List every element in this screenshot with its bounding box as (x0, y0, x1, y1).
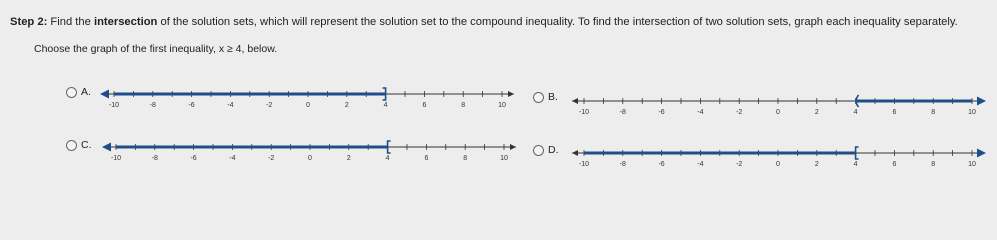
shade-arrow-right-icon (977, 97, 986, 106)
tick-label: -8 (619, 161, 626, 168)
axis-arrow-left-icon (572, 150, 578, 156)
tick-label: 8 (463, 155, 468, 162)
number-line-svg (568, 147, 988, 171)
tick-label: 0 (308, 155, 312, 162)
axis-arrow-right-icon (508, 91, 514, 97)
tick-label: 4 (853, 109, 858, 116)
tick-label: 10 (968, 109, 976, 116)
tick-label: -2 (266, 102, 273, 109)
tick-label: 2 (346, 155, 351, 162)
shade-arrow-right-icon (977, 149, 986, 158)
tick-label: -4 (227, 102, 234, 109)
step-label: Step 2: (10, 16, 48, 28)
step-bold-word: intersection (93, 16, 158, 28)
number-line-svg (100, 141, 520, 165)
radio-button-b[interactable] (533, 92, 544, 103)
tick-label: -8 (149, 102, 156, 109)
tick-label: -6 (188, 102, 195, 109)
tick-label: 6 (892, 109, 897, 116)
tick-label: -10 (110, 155, 122, 162)
tick-label: -4 (229, 155, 236, 162)
tick-label: -6 (658, 109, 665, 116)
tick-label: -10 (578, 109, 590, 116)
tick-label: 10 (500, 155, 508, 162)
option-d[interactable] (533, 144, 559, 156)
tick-label: 10 (498, 102, 506, 109)
tick-label: 2 (344, 102, 349, 109)
tick-label: -8 (151, 155, 158, 162)
number-line-a (98, 88, 518, 112)
tick-label: -6 (190, 155, 197, 162)
radio-button-a[interactable] (66, 87, 77, 98)
axis-arrow-left-icon (572, 98, 578, 104)
tick-label: 6 (424, 155, 429, 162)
option-c-label: C. (81, 139, 92, 151)
tick-label: 6 (892, 161, 897, 168)
tick-label: 0 (776, 161, 780, 168)
question-prompt: Choose the graph of the first inequality, x ≥ 4, below. (34, 43, 278, 55)
tick-label: 0 (306, 102, 310, 109)
number-line-svg (568, 95, 988, 119)
tick-label: 4 (853, 161, 858, 168)
axis-arrow-right-icon (510, 144, 516, 150)
option-a[interactable] (66, 86, 91, 98)
tick-label: -4 (697, 161, 704, 168)
step-instructions (10, 15, 990, 29)
tick-label: 4 (385, 155, 390, 162)
tick-label: 10 (968, 161, 976, 168)
option-a-label: A. (81, 86, 91, 98)
tick-label: -2 (736, 109, 743, 116)
tick-label: 2 (814, 161, 819, 168)
radio-button-d[interactable] (533, 145, 544, 156)
number-line-c (100, 141, 520, 165)
tick-label: 0 (776, 109, 780, 116)
tick-label: 8 (931, 161, 936, 168)
tick-label: -8 (619, 109, 626, 116)
tick-label: -4 (697, 109, 704, 116)
option-c[interactable] (66, 139, 92, 151)
number-line-svg (98, 88, 518, 112)
shade-arrow-left-icon (100, 90, 109, 99)
tick-label: 8 (461, 102, 466, 109)
tick-label: 8 (931, 109, 936, 116)
number-line-b (568, 95, 988, 119)
option-b-label: B. (548, 91, 558, 103)
tick-label: -2 (268, 155, 275, 162)
tick-label: -6 (658, 161, 665, 168)
tick-label: 6 (422, 102, 427, 109)
step-text-before: Find the (50, 16, 94, 28)
number-line-d (568, 147, 988, 171)
tick-label: -2 (736, 161, 743, 168)
radio-button-c[interactable] (66, 140, 77, 151)
tick-label: 2 (814, 109, 819, 116)
shade-arrow-left-icon (102, 143, 111, 152)
option-d-label: D. (548, 144, 559, 156)
option-b[interactable] (533, 91, 558, 103)
tick-label: 4 (383, 102, 388, 109)
tick-label: -10 (108, 102, 120, 109)
tick-label: -10 (578, 161, 590, 168)
step-text-after: of the solution sets, which will represent the solution set to the compound inequality. To find the intersection of two solution sets, graph each inequality separately. (157, 16, 958, 28)
